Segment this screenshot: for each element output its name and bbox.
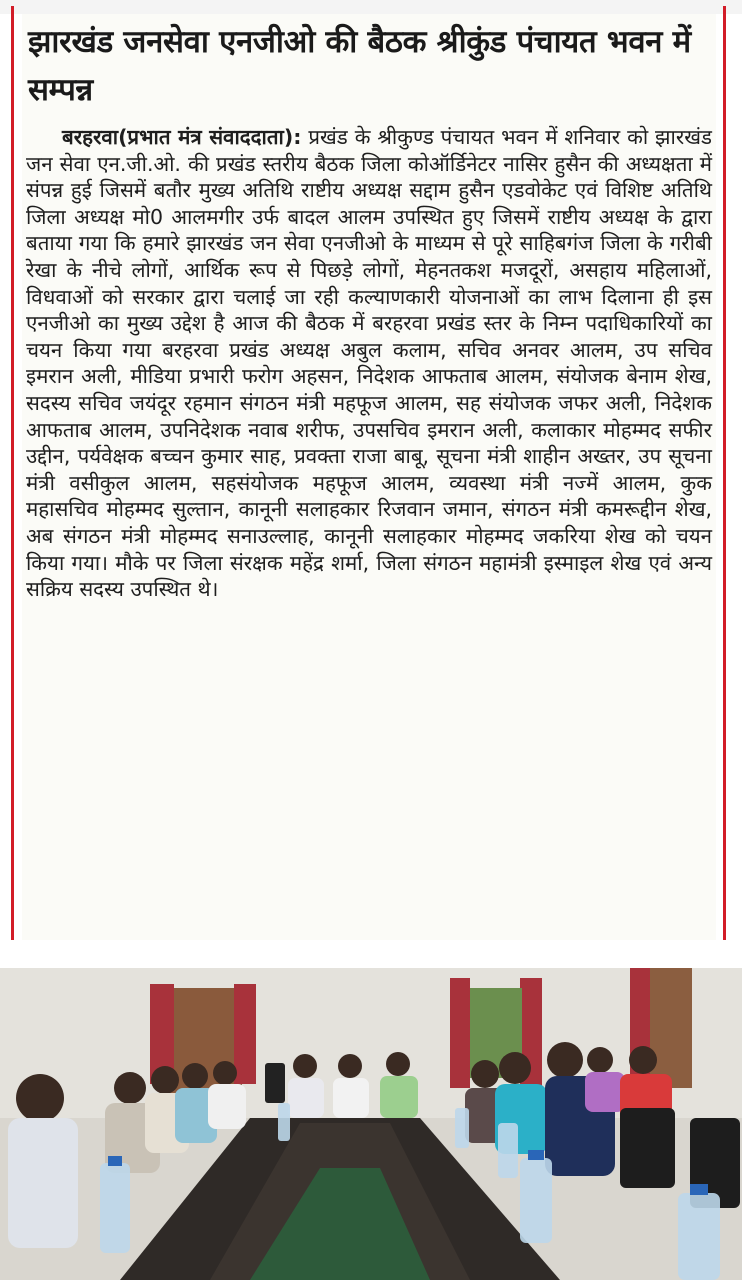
- headline: झारखंड जनसेवा एनजीओ की बैठक श्रीकुंड पंचायत भवन में सम्पन्न: [28, 24, 691, 108]
- article-body-text: प्रखंड के श्रीकुण्ड पंचायत भवन में शनिवार को झारखंड जन सेवा एन.जी.ओ. की प्रखंड स्तरीय बैठक जिला कोऑर्डिनेटर नासिर हुसैन की अध्यक्षता में संपन्न हुई जिसमें बतौर मुख्य अतिथि राष्टीय अध्यक्ष सद्दाम हुसैन एडवोकेट एवं विशिष्ट अतिथि जिला अध्यक्ष मो0 आलमगीर उर्फ बादल आलम उपस्थित हुए जिसमें राष्टीय अध्यक्ष के द्वारा बताया गया कि हमारे झारखंड जन सेवा एनजीओ के माध्यम से पूरे साहिबगंज जिला के गरीबी रेखा के नीचे लोगों, आर्थिक रूप से पिछड़े लोगों, मेहनतकश मजदूरों, असहाय महिलाओं, विधवाओं को सरकार द्वारा चलाई जा रही कल्याणकारी योजनाओं का लाभ दिलाना ही इस एनजीओ का मुख्य उद्देश है आज की बैठक में बरहरवा प्रखंड स्तर के निम्न पदाधिकारियों का चयन किया गया बरहरवा प्रखंड अध्यक्ष अबुल कलाम, सचिव अनवर आलम, उप सचिव इमरान अली, मीडिया प्रभारी फरोग अहसन, निदेशक आफताब आलम, संयोजक बेनाम शेख, सदस्य सचिव जयंदूर रहमान संगठन मंत्री महफूज आलम, सह संयोजक जफर अली, निदेशक आफताब आलम, उपनिदेशक नवाब शरीफ, उपसचिव इमरान अली, कलाकार मोहम्मद सफीर उद्दीन, पर्यवेक्षक बच्चन कुमार साह, प्रवक्ता राजा बाबू, सूचना मंत्री शाहीन अख्तर, उप सूचना मंत्री वसीकुल आलम, सहसंयोजक महफूज आलम, व्यवस्था मंत्री नज्में आलम, कुक महासचिव मोहम्मद सुल्तान, कानूनी सलाहकार रिजवान जमान, संगठन मंत्री कमरूद्दीन शेख, अब संगठन मंत्री मोहम्मद सनाउल्लाह, कानूनी सलाहकार मोहम्मद जकरिया शेख को चयन किया गया। मौके पर जिला संरक्षक महेंद्र शर्मा, जिला संगठन महामंत्री इस्माइल शेख एवं अन्य सक्रिय सदस्य उपस्थित थे।: [26, 125, 712, 602]
- cropped-previous-text: [0, 0, 742, 14]
- meeting-photo: [0, 968, 742, 1280]
- article-body: [26, 124, 712, 603]
- spacer: [0, 940, 742, 968]
- column-rule-left: [11, 6, 14, 940]
- dateline: बरहरवा(प्रभात मंत्र संवाददाता):: [62, 125, 302, 149]
- news-article: [22, 14, 716, 940]
- column-rule-right: [723, 6, 726, 940]
